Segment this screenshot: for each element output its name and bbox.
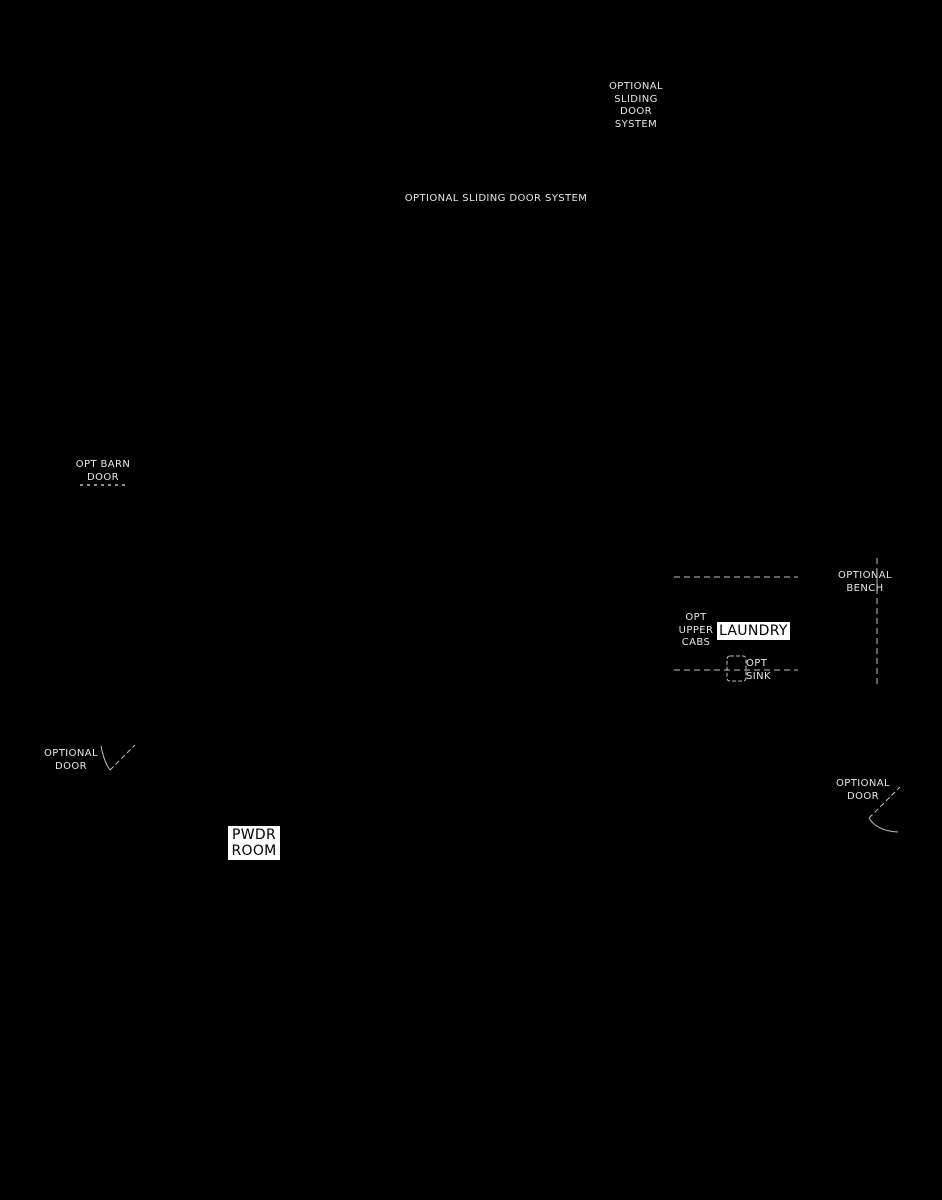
opt-barn-door-label: OPT BARN DOOR <box>75 459 131 483</box>
sink-outline <box>727 656 746 681</box>
laundry-room-label: LAUNDRY <box>719 623 788 639</box>
powder-room-label: PWDR ROOM <box>228 826 280 860</box>
door-swing-right-arc <box>869 818 898 832</box>
optional-door-label-left: OPTIONAL DOOR <box>44 748 98 772</box>
opt-upper-cabs-label: OPT UPPER CABS <box>678 612 714 648</box>
opt-sink-label: OPT SINK <box>746 658 771 682</box>
optional-door-label-right: OPTIONAL DOOR <box>836 778 890 802</box>
optional-bench-label: OPTIONAL BENCH <box>838 570 892 594</box>
door-swing-left-leaf <box>110 745 135 770</box>
optional-sliding-door-system-label-top: OPTIONAL SLIDING DOOR SYSTEM <box>609 81 663 130</box>
optional-sliding-door-system-label: OPTIONAL SLIDING DOOR SYSTEM <box>404 193 588 204</box>
